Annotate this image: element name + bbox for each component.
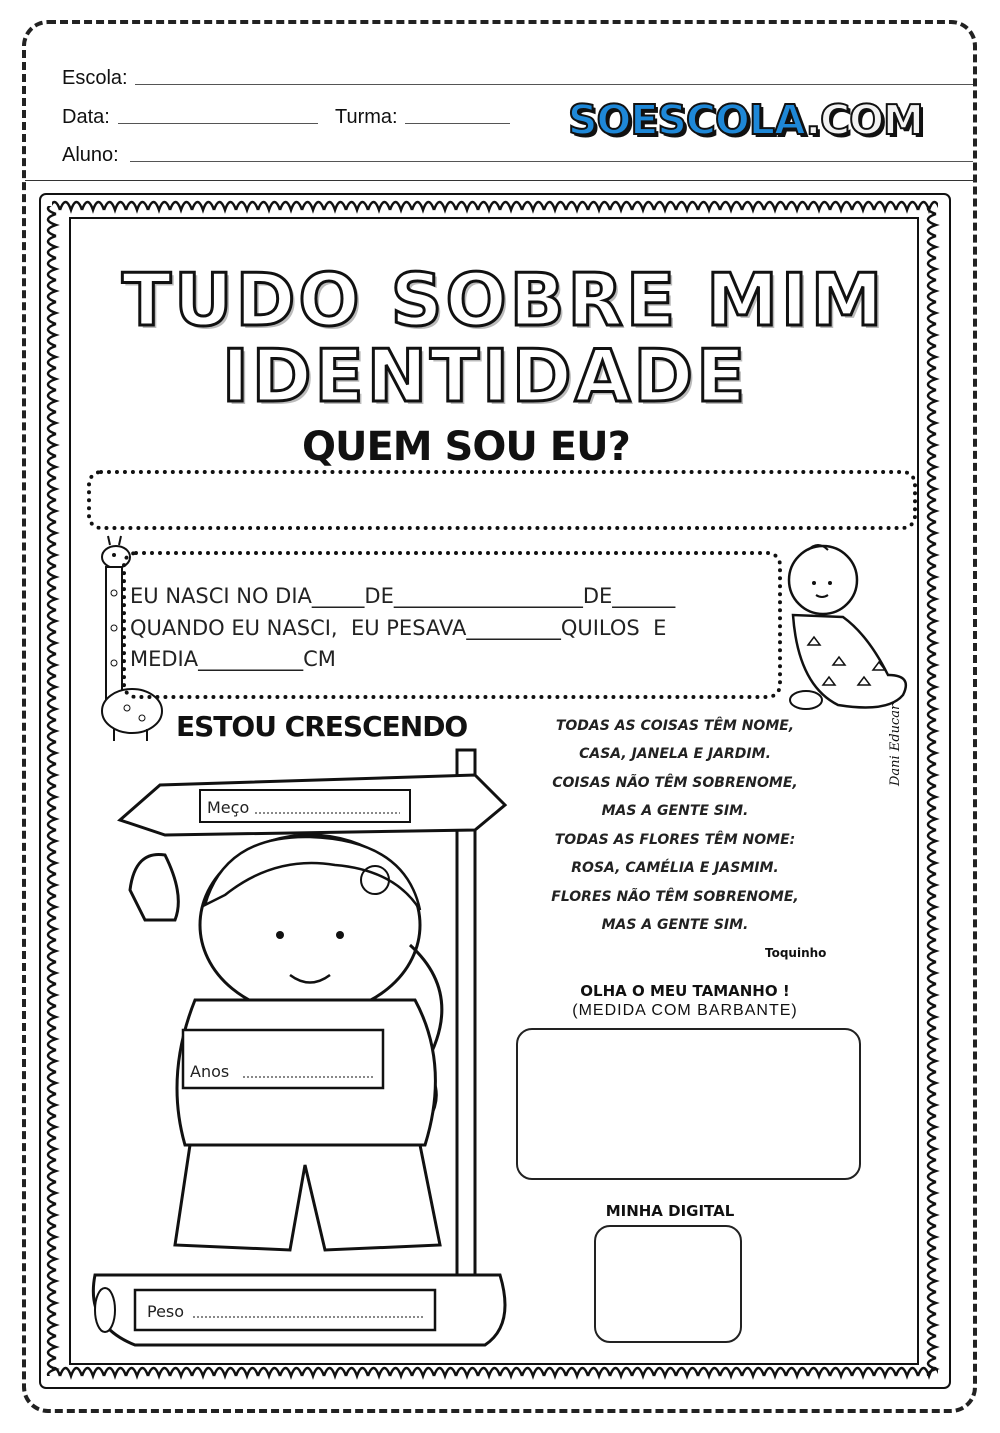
- anos-label: Anos: [190, 1062, 230, 1081]
- data-field[interactable]: [118, 123, 318, 124]
- poem-author: Toquinho: [765, 946, 827, 960]
- question-heading: QUEM SOU EU?: [302, 424, 630, 470]
- meco-label: Meço: [207, 798, 250, 817]
- logo-name: SOESCOLA: [568, 96, 806, 144]
- poem-line: MAS A GENTE SIM.: [601, 917, 749, 933]
- title-line-1: TUDO SOBRE MIM: [122, 258, 886, 342]
- turma-field[interactable]: [405, 123, 510, 124]
- escola-label: Escola:: [62, 67, 128, 89]
- poem-line: COISAS NÃO TÊM SOBRENOME,: [552, 775, 798, 791]
- aluno-label: Aluno:: [62, 144, 119, 166]
- child-on-scale-illustration: [75, 745, 525, 1355]
- size-measure-box[interactable]: [516, 1028, 861, 1180]
- baby-icon: [778, 535, 918, 720]
- artist-signature: Dani Educar: [888, 703, 903, 786]
- poem-line: MAS A GENTE SIM.: [601, 803, 749, 819]
- growing-heading: ESTOU CRESCENDO: [176, 710, 468, 743]
- peso-label: Peso: [147, 1302, 185, 1321]
- header-separator: [25, 180, 975, 181]
- title-line-2: IDENTIDADE: [222, 334, 749, 418]
- birth-weight-line[interactable]: QUANDO EU NASCI, EU PESAVA_________QUILOS E: [130, 616, 667, 640]
- poem-line: FLORES NÃO TÊM SOBRENOME,: [551, 889, 799, 905]
- site-logo: [568, 96, 923, 144]
- size-subheading: (MEDIDA COM BARBANTE): [572, 1002, 798, 1019]
- poem-line: TODAS AS FLORES TÊM NOME:: [554, 832, 796, 848]
- poem-line: CASA, JANELA E JARDIM.: [579, 746, 771, 762]
- poem-line: TODAS AS COISAS TÊM NOME,: [555, 718, 795, 734]
- turma-label: Turma:: [335, 106, 398, 128]
- birth-length-line[interactable]: MEDIA__________CM: [130, 647, 336, 671]
- logo-suffix: .COM: [805, 96, 923, 144]
- poem-line: ROSA, CAMÉLIA E JASMIM.: [571, 860, 779, 876]
- fingerprint-box[interactable]: [594, 1225, 742, 1343]
- fingerprint-heading: MINHA DIGITAL: [605, 1202, 735, 1220]
- escola-field[interactable]: [135, 84, 973, 85]
- name-box[interactable]: [87, 470, 917, 530]
- size-heading: OLHA O MEU TAMANHO !: [580, 982, 790, 1000]
- birth-date-line[interactable]: EU NASCI NO DIA_____DE__________________DE______: [130, 584, 676, 608]
- aluno-field[interactable]: [130, 161, 973, 162]
- data-label: Data:: [62, 106, 110, 128]
